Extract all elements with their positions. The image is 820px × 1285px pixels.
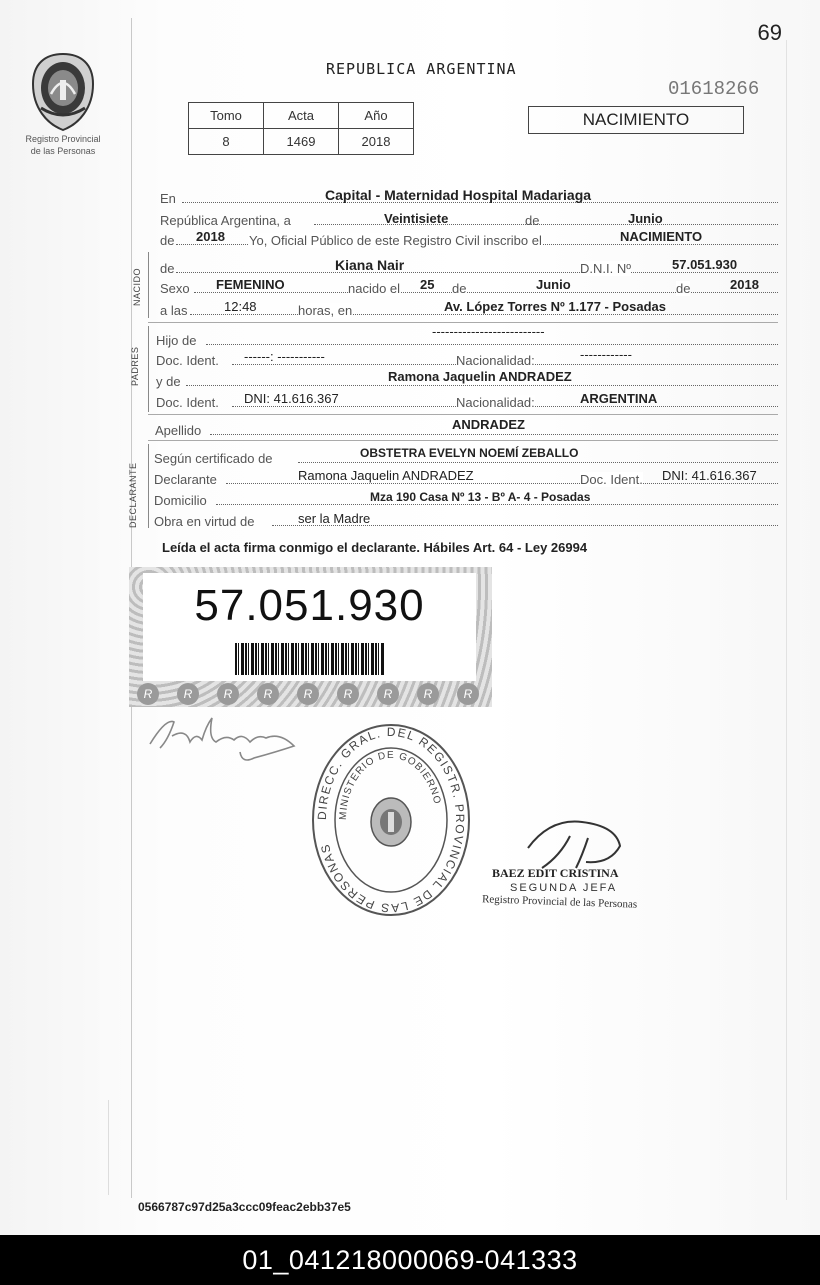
domicilio-label: Domicilio	[154, 493, 207, 508]
file-identifier-bar: 01_041218000069-041333	[0, 1235, 820, 1285]
line-mother-doc	[156, 390, 778, 410]
yde-label: y de	[156, 374, 181, 389]
father-value: --------------------------	[432, 324, 545, 339]
card-pattern-letter: R	[417, 683, 439, 705]
section-divider	[148, 414, 778, 415]
alas-label: a las	[160, 303, 188, 318]
line-declarante	[154, 467, 778, 487]
place-value: Capital - Maternidad Hospital Madariaga	[325, 187, 592, 203]
mother-doc-value: DNI: 41.616.367	[244, 391, 339, 406]
declarante-bracket	[148, 444, 149, 528]
nacido-label: nacido el	[348, 281, 401, 296]
official-seal	[310, 722, 472, 918]
dotted-leader	[176, 272, 778, 273]
registry-header-row	[189, 103, 414, 129]
serial-number: 01618266	[668, 78, 760, 100]
child-name-value: Kiana Nair	[335, 257, 405, 273]
logo-caption-line2: de las Personas	[30, 146, 96, 156]
dotted-leader	[186, 385, 778, 386]
official-role: SEGUNDA JEFA	[510, 882, 618, 894]
de-label-3: de	[676, 281, 691, 296]
nacido-bracket	[148, 252, 149, 318]
card-pattern-letter: R	[217, 683, 239, 705]
registry-logo	[22, 50, 104, 156]
anio-value: 2018	[339, 129, 414, 155]
acta-value: 1469	[264, 129, 339, 155]
doc-label: Doc. Ident.	[156, 353, 219, 368]
section-divider	[148, 322, 778, 323]
tomo-value: 8	[189, 129, 264, 155]
padres-section-label: PADRES	[130, 346, 140, 386]
anio-header: Año	[339, 103, 414, 129]
mother-value: Ramona Jaquelin ANDRADEZ	[388, 369, 572, 384]
month-value: Junio	[628, 211, 663, 226]
document-hash: 0566787c97d25a3ccc09feac2ebb37e5	[138, 1200, 351, 1214]
line-time	[160, 298, 778, 318]
tomo-header: Tomo	[189, 103, 264, 129]
seal-outer-text: DIRECC. GRAL. DEL REGISTR. PROVINCIAL DE LAS PERSONAS	[314, 724, 468, 916]
dni-card-number: 57.051.930	[194, 581, 425, 630]
dotted-leader	[298, 462, 778, 463]
obra-label: Obra en virtud de	[154, 514, 255, 529]
dni-card	[129, 567, 492, 707]
page-number: 69	[757, 20, 782, 45]
seal-inner-text: MINISTERIO DE GOBIERNO	[337, 749, 443, 821]
section-divider	[148, 440, 778, 441]
line-domicilio	[154, 488, 778, 508]
line-date	[160, 208, 778, 228]
cert-value: OBSTETRA EVELYN NOEMÍ ZEBALLO	[360, 446, 579, 460]
day-value: Veintisiete	[384, 211, 449, 226]
country-title: REPUBLICA ARGENTINA	[326, 60, 517, 78]
line-mother	[156, 369, 778, 389]
en-label: En	[160, 191, 176, 206]
declarante-value: Ramona Jaquelin ANDRADEZ	[298, 468, 474, 483]
line-father	[156, 324, 778, 348]
card-pattern-letter: R	[137, 683, 159, 705]
nacido-section-label: NACIDO	[132, 267, 142, 306]
padres-bracket	[148, 326, 149, 412]
dotted-leader	[190, 314, 778, 315]
time-value: 12:48	[224, 299, 257, 314]
nacionalidad-label-2: Nacionalidad:	[456, 395, 535, 410]
left-edge-line	[108, 1100, 109, 1195]
doc-label-2: Doc. Ident.	[156, 395, 219, 410]
card-pattern-letter: R	[337, 683, 359, 705]
birth-place-value: Av. López Torres Nº 1.177 - Posadas	[444, 299, 666, 314]
doc-ident-label: Doc. Ident.	[580, 472, 643, 487]
closing-statement: Leída el acta firma conmigo el declarante. Hábiles Art. 64 - Ley 26994	[162, 540, 588, 555]
line-obra	[154, 509, 778, 529]
registry-table	[188, 102, 414, 155]
line-apellido	[155, 417, 778, 438]
provincial-shield-icon	[27, 50, 99, 132]
line-father-doc	[156, 347, 778, 368]
cert-label: Según certificado de	[154, 451, 273, 466]
registry-value-row	[189, 129, 414, 155]
domicilio-value: Mza 190 Casa Nº 13 - Bº A- 4 - Posadas	[370, 490, 591, 504]
card-pattern-letter: R	[457, 683, 479, 705]
birth-day-value: 25	[420, 277, 435, 292]
official-signature	[520, 812, 640, 872]
de2-label: de	[160, 233, 175, 248]
right-margin-line	[786, 40, 787, 1200]
republica-label: República Argentina, a	[160, 213, 291, 228]
apellido-value: ANDRADEZ	[452, 417, 525, 432]
de-name-label: de	[160, 261, 175, 276]
record-type-box: NACIMIENTO	[528, 106, 744, 134]
logo-caption-line1: Registro Provincial	[25, 134, 101, 144]
child-dni-value: 57.051.930	[672, 257, 738, 272]
declarant-signature	[146, 712, 306, 772]
sexo-value: FEMENINO	[216, 277, 285, 292]
birth-year-value: 2018	[730, 277, 759, 292]
mother-nat-value: ARGENTINA	[580, 391, 658, 406]
de-label: de	[525, 213, 540, 228]
card-pattern-letter: R	[177, 683, 199, 705]
coat-of-arms-icon	[371, 798, 411, 846]
declarante-label: Declarante	[154, 472, 217, 487]
act-value: NACIMIENTO	[620, 229, 703, 244]
line-name	[160, 256, 778, 276]
apellido-label: Apellido	[155, 423, 202, 438]
father-doc-value: ------: -----------	[244, 349, 325, 364]
declarante-doc-value: DNI: 41.616.367	[662, 468, 757, 483]
line-cert	[154, 446, 778, 466]
dotted-leader	[210, 434, 778, 435]
official-name: BAEZ EDIT CRISTINA	[492, 866, 619, 880]
acta-header: Acta	[264, 103, 339, 129]
year-value: 2018	[196, 229, 225, 244]
dotted-leader	[216, 504, 778, 505]
card-pattern-letter: R	[377, 683, 399, 705]
dotted-leader	[226, 483, 778, 484]
officer-text: Yo, Oficial Público de este Registro Civil inscribo el	[249, 233, 542, 248]
birth-month-value: Junio	[536, 277, 571, 292]
horas-label: horas, en	[298, 303, 353, 318]
obra-value: ser la Madre	[298, 511, 371, 526]
dni-card-panel	[143, 573, 476, 681]
line-place	[160, 186, 778, 206]
card-pattern-letter: R	[257, 683, 279, 705]
de-label-2: de	[452, 281, 467, 296]
official-institution: Registro Provincial de las Personas	[481, 893, 638, 911]
line-year	[160, 228, 778, 248]
sexo-label: Sexo	[160, 281, 190, 296]
hijo-label: Hijo de	[156, 333, 197, 348]
dotted-leader	[206, 344, 778, 345]
nacionalidad-label: Nacionalidad:	[456, 353, 535, 368]
declarante-section-label: DECLARANTE	[128, 462, 138, 528]
line-birth	[160, 276, 778, 296]
card-pattern-letter: R	[297, 683, 319, 705]
father-nat-value: ------------	[580, 347, 632, 362]
barcode-icon	[235, 643, 385, 675]
dni-label: D.N.I. Nº	[580, 261, 631, 276]
